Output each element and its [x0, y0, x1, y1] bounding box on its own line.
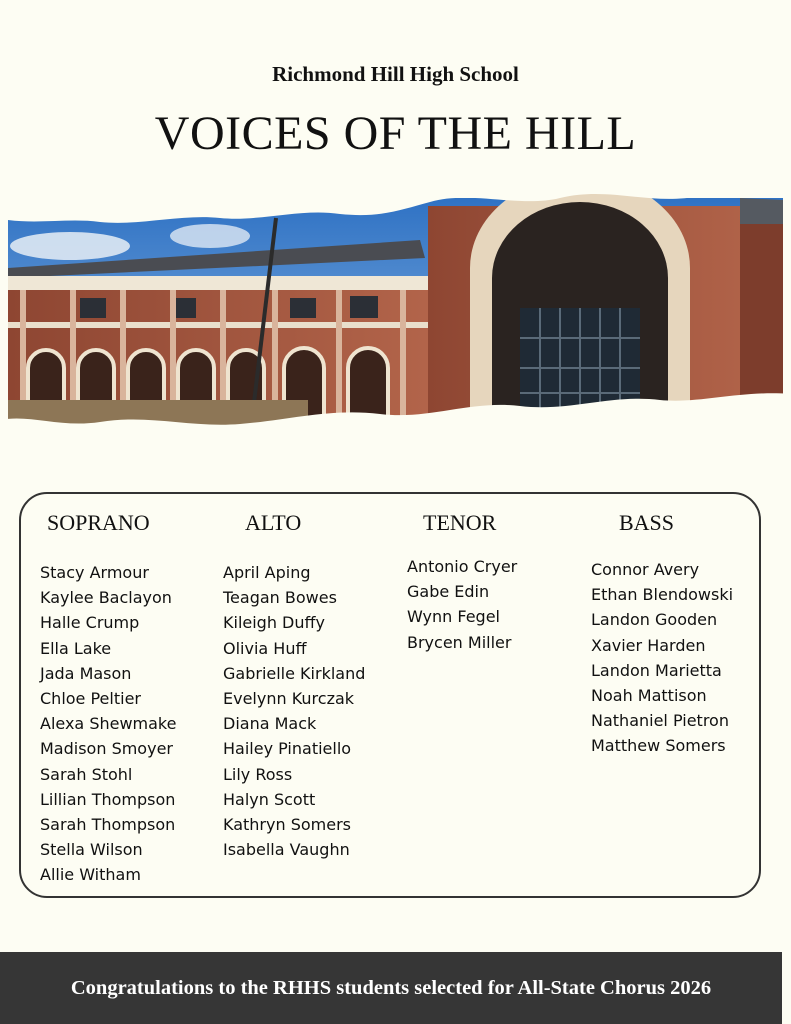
list-item: Hailey Pinatiello	[223, 739, 352, 759]
list-item: Landon Gooden	[591, 610, 718, 630]
list-item: Teagan Bowes	[223, 588, 337, 608]
list-item: Brycen Miller	[407, 632, 512, 652]
bass-heading: BASS	[619, 510, 675, 535]
list-item: Ella Lake	[40, 638, 112, 658]
list-item: Kileigh Duffy	[223, 613, 326, 633]
school-name: Richmond Hill High School	[272, 62, 519, 86]
list-item: Lily Ross	[223, 764, 293, 784]
school-building-photo	[0, 178, 791, 478]
alto-heading: ALTO	[245, 510, 302, 535]
list-item: Chloe Peltier	[40, 689, 141, 709]
list-item: Landon Marietta	[591, 660, 722, 680]
alto-list	[223, 560, 365, 862]
list-item: Halyn Scott	[223, 789, 316, 809]
roster-panel	[19, 492, 761, 898]
list-item: Antonio Cryer	[407, 557, 518, 576]
list-item: Allie Witham	[40, 865, 141, 885]
list-item: Gabrielle Kirkland	[223, 663, 366, 683]
list-item: Ethan Blendowski	[591, 585, 734, 605]
list-item: Sarah Thompson	[40, 815, 176, 835]
soprano-heading: SOPRANO	[47, 510, 150, 535]
banner-text: Congratulations to the RHHS students selected for All-State Chorus 2026	[70, 976, 712, 999]
list-item: Diana Mack	[223, 714, 317, 734]
list-item: Lillian Thompson	[40, 789, 176, 809]
list-item: April Aping	[223, 563, 311, 582]
list-item: Kaylee Baclayon	[40, 588, 172, 608]
list-item: Xavier Harden	[591, 635, 706, 655]
congratulations-banner	[0, 952, 782, 1024]
bass-list	[591, 557, 733, 759]
list-item: Stella Wilson	[40, 840, 143, 860]
list-item: Isabella Vaughn	[223, 840, 350, 860]
list-item: Jada Mason	[40, 663, 132, 683]
list-item: Olivia Huff	[223, 638, 307, 658]
tenor-heading: TENOR	[423, 510, 497, 535]
page-title: VOICES OF THE HILL	[154, 107, 637, 160]
list-item: Kathryn Somers	[223, 815, 351, 835]
list-item: Stacy Armour	[40, 563, 149, 582]
list-item: Madison Smoyer	[40, 739, 173, 759]
soprano-list	[40, 560, 176, 888]
list-item: Evelynn Kurczak	[223, 689, 355, 709]
tenor-list	[407, 554, 517, 655]
list-item: Gabe Edin	[407, 582, 490, 602]
list-item: Connor Avery	[591, 560, 700, 579]
list-item: Nathaniel Pietron	[591, 711, 729, 731]
list-item: Noah Mattison	[591, 686, 707, 706]
list-item: Matthew Somers	[591, 736, 726, 756]
list-item: Alexa Shewmake	[40, 714, 177, 734]
list-item: Sarah Stohl	[40, 764, 133, 784]
list-item: Halle Crump	[40, 613, 140, 633]
list-item: Wynn Fegel	[407, 607, 500, 627]
